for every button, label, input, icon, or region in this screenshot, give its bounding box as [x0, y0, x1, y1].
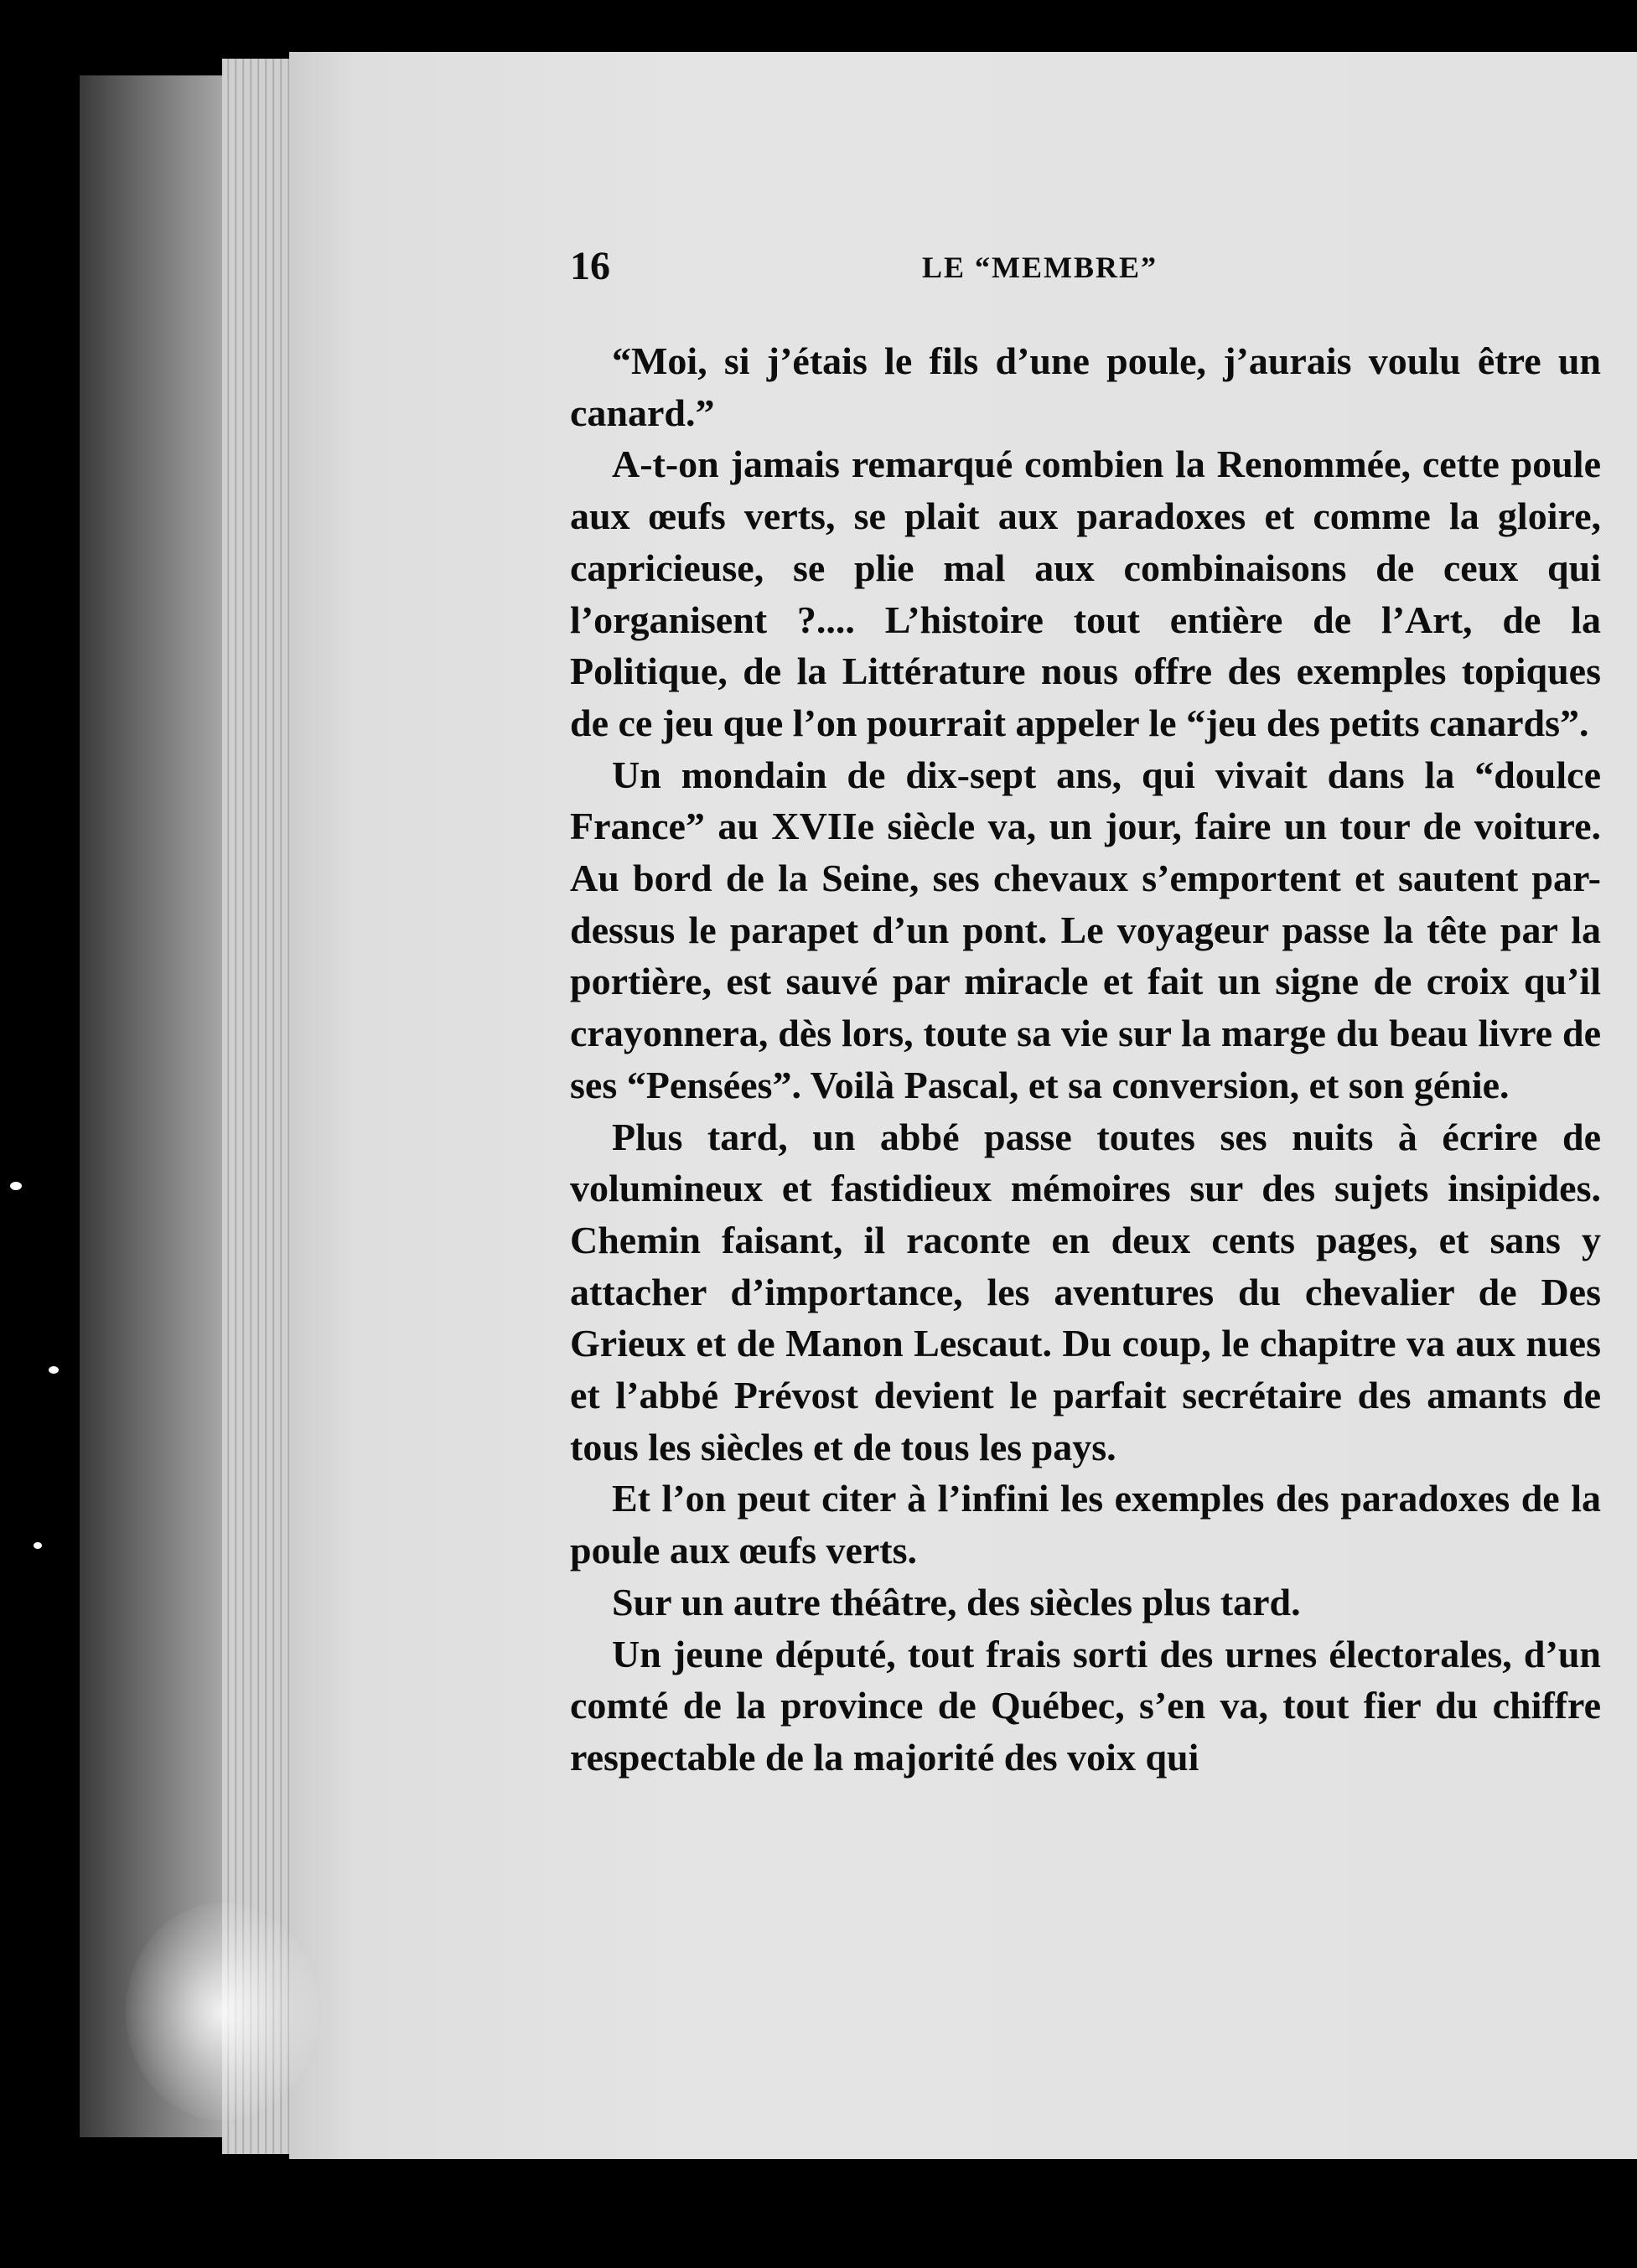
running-head: LE “MEMBRE” — [922, 251, 1158, 284]
paragraph: Plus tard, un abbé passe toutes ses nuits à écrire de volumineux et fastidieux mémoires sur des sujets insipides. Chemin faisant, il raconte en deux cents pages, et sans y attacher d’importance, les aventures du chevalier de Des Grieux et de Manon Lescaut. Du coup, le chapitre va aux nues et l’abbé Prévost devient le parfait secrétaire des amants de tous les siècles et de tous les pays. — [570, 1115, 1601, 1468]
body-text — [570, 335, 1601, 1784]
dust-speck — [34, 1542, 42, 1549]
light-glare — [126, 1903, 319, 2120]
dust-speck — [49, 1366, 59, 1374]
page-edges — [222, 59, 289, 2154]
paragraph: Un jeune député, tout frais sorti des urnes électorales, d’un comté de la province de Québec, s’en va, tout fier du chiffre respectable de la majorité des voix qui — [570, 1632, 1601, 1779]
paragraph: Et l’on peut citer à l’infini les exemples des paradoxes de la poule aux œufs verts. — [570, 1477, 1601, 1572]
dust-speck — [10, 1182, 22, 1190]
page-header — [570, 243, 1618, 293]
page-number: 16 — [570, 244, 610, 288]
paragraph: Sur un autre théâtre, des siècles plus tard. — [612, 1580, 1301, 1623]
paragraph: “Moi, si j’étais le fils d’une poule, j’aurais voulu être un canard.” — [570, 339, 1601, 434]
paragraph: Un mondain de dix-sept ans, qui vivait dans la “doulce France” au XVIIe siècle va, un jour, faire un tour de voiture. Au bord de la Seine, ses chevaux s’emportent et sautent par-dessus le parapet d’un pont. Le voyageur passe la tête par la portière, est sauvé par miracle et fait un signe de croix qu’il crayonnera, dès lors, toute sa vie sur la marge du beau livre de ses “Pensées”. Voilà Pascal, et sa conversion, et son génie. — [570, 753, 1601, 1106]
paragraph: A-t-on jamais remarqué combien la Renommée, cette poule aux œufs verts, se plait aux paradoxes et comme la gloire, capricieuse, se plie mal aux combinaisons de ceux qui l’organisent ?.... L’histoire tout entière de l’Art, de la Politique, de la Littérature nous offre des exemples topiques de ce jeu que l’on pourrait appeler le “jeu des petits canards”. — [570, 443, 1601, 744]
